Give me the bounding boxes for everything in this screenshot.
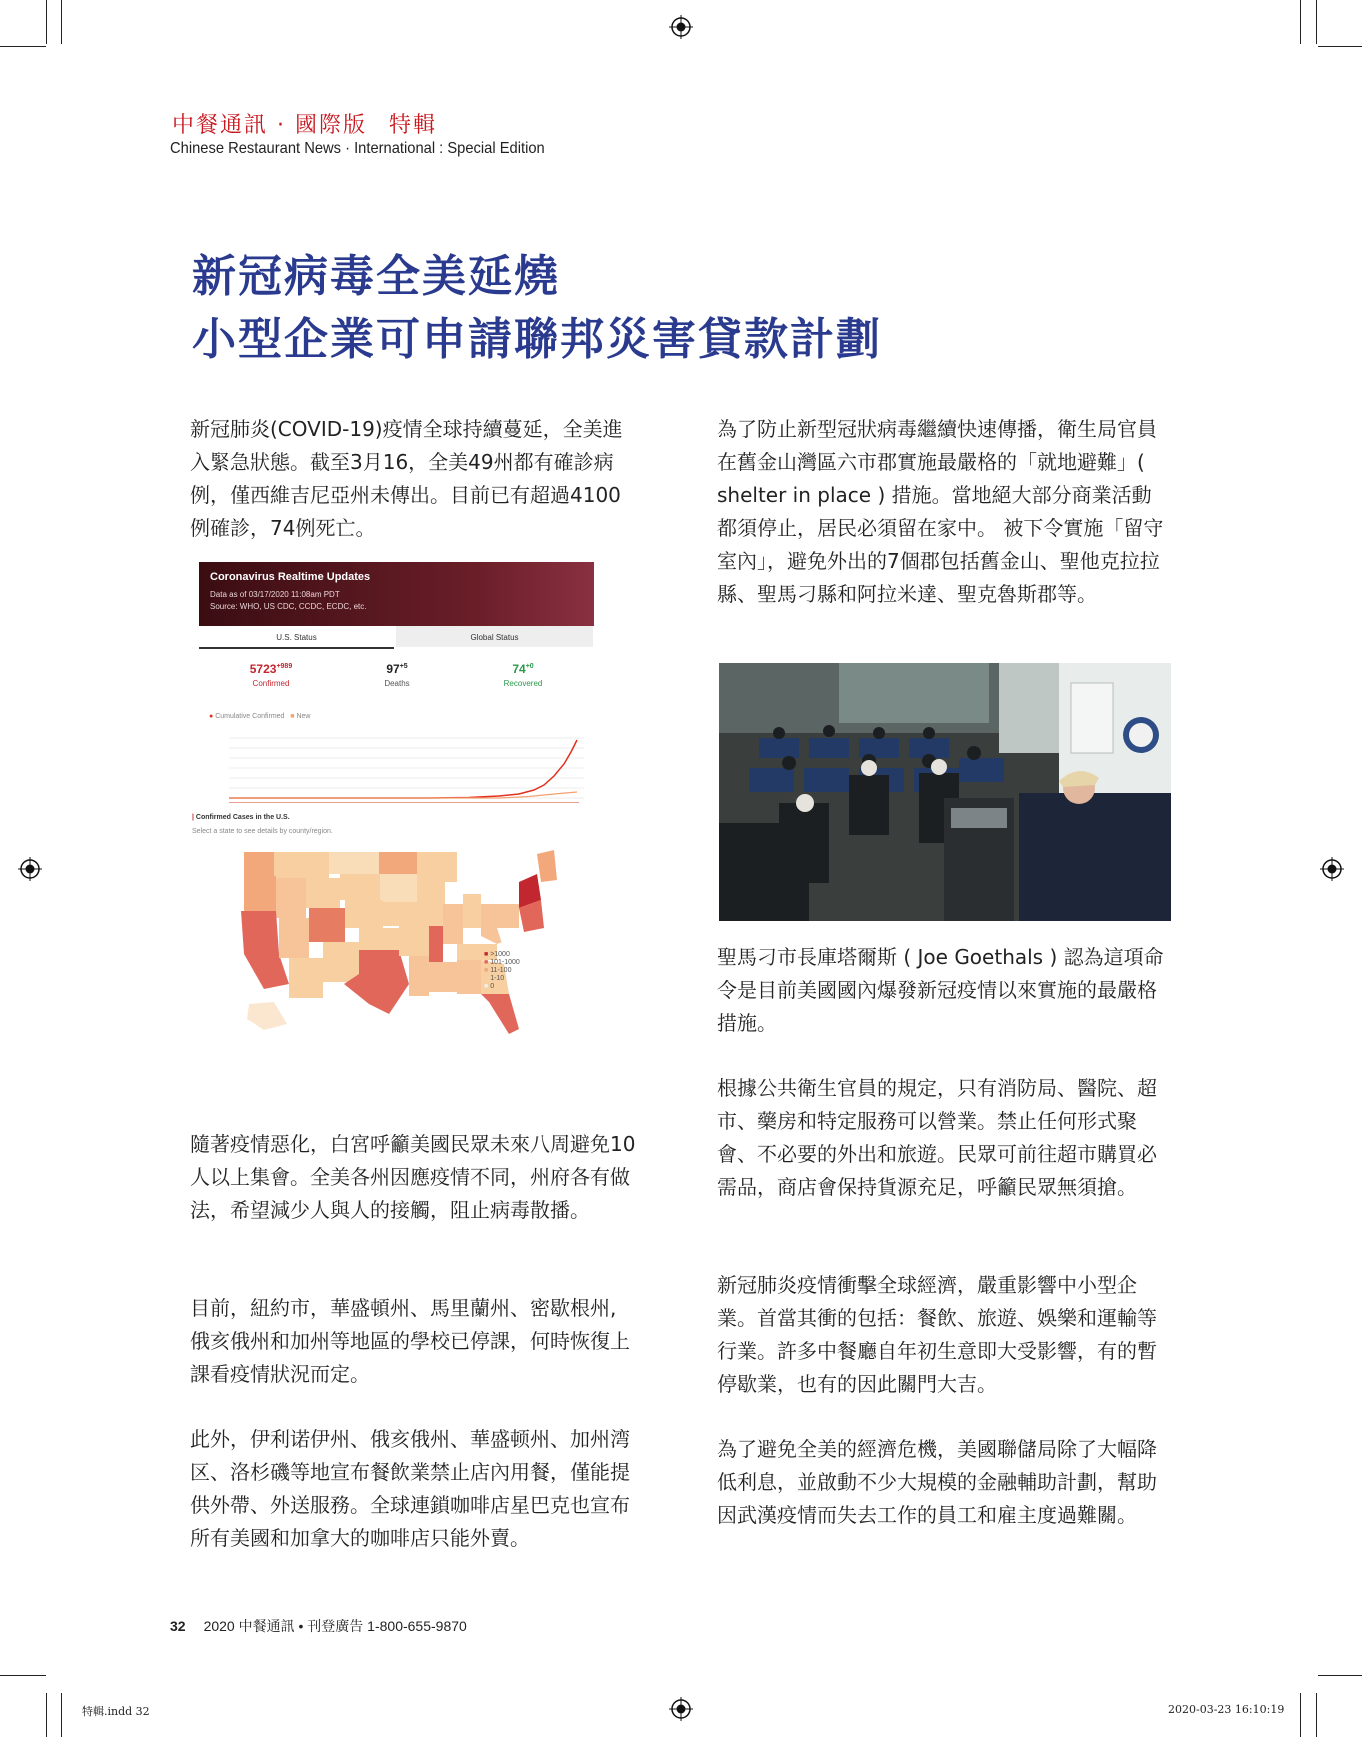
page-number: 32 bbox=[170, 1618, 186, 1634]
slug-filename: 特輯.indd 32 bbox=[82, 1705, 150, 1718]
recovered-label: Recovered bbox=[503, 679, 543, 688]
section-header-english: Chinese Restaurant News · International : Special Edition bbox=[170, 140, 545, 157]
paragraph: 新冠肺炎疫情衝擊全球經濟，嚴重影響中小型企業。首當其衝的包括：餐飲、旅遊、娛樂和運輸等行業。許多中餐廳自年初生意即大受影響，有的暫停歇業，也有的因此關門大吉。 bbox=[717, 1273, 1157, 1396]
crop-mark bbox=[46, 1693, 47, 1737]
section-header bbox=[172, 108, 437, 139]
article-title-line2: 小型企業可申請聯邦災害貸款計劃 bbox=[192, 314, 882, 365]
paragraph: 為了避免全美的經濟危機，美國聯儲局除了大幅降低利息，並啟動不少大規模的金融輔助計劃，幫助因武漢疫情而失去工作的員工和雇主度過難關。 bbox=[717, 1437, 1157, 1527]
tab-global-status: Global Status bbox=[396, 626, 593, 647]
scale-3: 11-100 bbox=[490, 967, 512, 974]
crop-mark bbox=[1316, 1693, 1317, 1737]
dashboard-asof: Data as of 03/17/2020 11:08am PDT bbox=[210, 590, 340, 599]
dashboard-tabs bbox=[199, 626, 594, 647]
registration-mark-icon bbox=[669, 1697, 693, 1721]
deaths-new: +5 bbox=[399, 663, 408, 670]
crop-mark bbox=[1316, 0, 1317, 44]
chart-legend: ● Cumulative Confirmed ■ New bbox=[209, 713, 311, 720]
recovered-new: +0 bbox=[525, 663, 534, 670]
stat-recovered bbox=[483, 662, 563, 688]
registration-mark-icon bbox=[18, 857, 42, 881]
paragraph: 新冠肺炎(COVID-19)疫情全球持續蔓延，全美進入緊急狀態。截至3月16，全美49州都有確診病例，僅西維吉尼亞州未傳出。目前已有超過4100例確診，74例死亡。 bbox=[190, 417, 623, 540]
registration-mark-icon bbox=[1320, 857, 1344, 881]
crop-mark bbox=[1318, 46, 1362, 47]
page-footer bbox=[170, 1616, 467, 1636]
press-room-image bbox=[719, 663, 1171, 921]
paragraph: 隨著疫情惡化，白宮呼籲美國民眾未來八周避免10人以上集會。全美各州因應疫情不同，州府各有做法，希望減少人與人的接觸，阻止病毒散播。 bbox=[190, 1132, 636, 1222]
stat-confirmed bbox=[231, 662, 311, 688]
scale-4: 1-10 bbox=[490, 975, 505, 982]
crop-mark bbox=[1300, 0, 1301, 44]
crop-mark bbox=[61, 1693, 62, 1737]
photo-caption: 聖馬刁市長庫塔爾斯 ( Joe Goethals ) 認為這項命令是目前美國國內爆發新冠疫情以來實施的最嚴格措施。 bbox=[717, 945, 1164, 1035]
recovered-count: 74 bbox=[512, 662, 526, 676]
brand-label: 中餐通訊 · 國際版 bbox=[172, 113, 367, 138]
crop-mark bbox=[46, 0, 47, 44]
confirmed-label: Confirmed bbox=[252, 679, 290, 688]
article-title-line1: 新冠病毒全美延燒 bbox=[192, 251, 560, 302]
confirmed-new: +989 bbox=[276, 663, 293, 670]
registration-mark-icon bbox=[669, 15, 693, 39]
footer-text: 2020 中餐通訊 • 刊登廣告 1-800-655-9870 bbox=[203, 1618, 467, 1634]
press-briefing-photo bbox=[719, 663, 1171, 921]
crop-mark bbox=[0, 1675, 46, 1676]
legend-new: New bbox=[296, 713, 311, 720]
crop-mark bbox=[61, 0, 62, 44]
crop-mark bbox=[0, 46, 46, 47]
dashboard-title: Coronavirus Realtime Updates bbox=[210, 571, 371, 583]
scale-1: >1000 bbox=[490, 951, 510, 958]
tab-us-status: U.S. Status bbox=[199, 626, 394, 649]
us-case-map bbox=[219, 844, 559, 1044]
map-title-wrap: | Confirmed Cases in the U.S. bbox=[192, 814, 290, 821]
map-title: Confirmed Cases in the U.S. bbox=[195, 814, 290, 821]
map-subtitle: Select a state to see details by county/region. bbox=[192, 828, 333, 835]
crop-mark bbox=[1318, 1675, 1362, 1676]
stat-deaths bbox=[357, 662, 437, 688]
legend-cumulative: Cumulative Confirmed bbox=[215, 713, 285, 720]
dashboard-header bbox=[199, 562, 594, 626]
deaths-count: 97 bbox=[386, 662, 400, 676]
case-trend-chart bbox=[199, 730, 594, 810]
scale-5: 0 bbox=[490, 983, 495, 990]
crop-mark bbox=[1300, 1693, 1301, 1737]
section-label: 特輯 bbox=[388, 113, 437, 138]
slug-timestamp: 2020-03-23 16:10:19 bbox=[1168, 1703, 1285, 1716]
confirmed-count: 5723 bbox=[249, 662, 277, 676]
covid-dashboard-image bbox=[192, 562, 594, 1077]
deaths-label: Deaths bbox=[384, 679, 410, 688]
paragraph: 為了防止新型冠狀病毒繼續快速傳播，衛生局官員在舊金山灣區六市郡實施最嚴格的「就地避難」( shelter in place ) 措施。當地絕大部分商業活動都須停止，居民必須留在家中。 被下令實施「留守室內」，避免外出的7個郡包括舊金山、聖他克拉拉縣、聖馬刁縣和阿拉米達、聖克魯斯郡等。 bbox=[717, 417, 1164, 606]
map-legend: ■ >1000 ■ 101-1000 ■ 11-100 ■ 1-10 ■ 0 bbox=[484, 951, 520, 990]
paragraph: 目前，紐約市，華盛頓州、馬里蘭州、密歇根州, 俄亥俄州和加州等地區的學校已停課，何時恢復上課看疫情狀況而定。 bbox=[190, 1296, 630, 1386]
scale-2: 101-1000 bbox=[490, 959, 520, 966]
paragraph: 根據公共衛生官員的規定，只有消防局、醫院、超市、藥房和特定服務可以營業。禁止任何形式聚會、不必要的外出和旅遊。民眾可前往超市購買必需品，商店會保持貨源充足，呼籲民眾無須搶。 bbox=[717, 1076, 1157, 1199]
dashboard-source: Source: WHO, US CDC, CCDC, ECDC, etc. bbox=[210, 602, 367, 611]
paragraph: 此外，伊利诺伊州、俄亥俄州、華盛顿州、加州湾区、洛杉磯等地宣布餐飲業禁止店內用餐，僅能提供外帶、外送服務。全球連鎖咖啡店星巴克也宣布所有美國和加拿大的咖啡店只能外賣。 bbox=[190, 1427, 630, 1550]
